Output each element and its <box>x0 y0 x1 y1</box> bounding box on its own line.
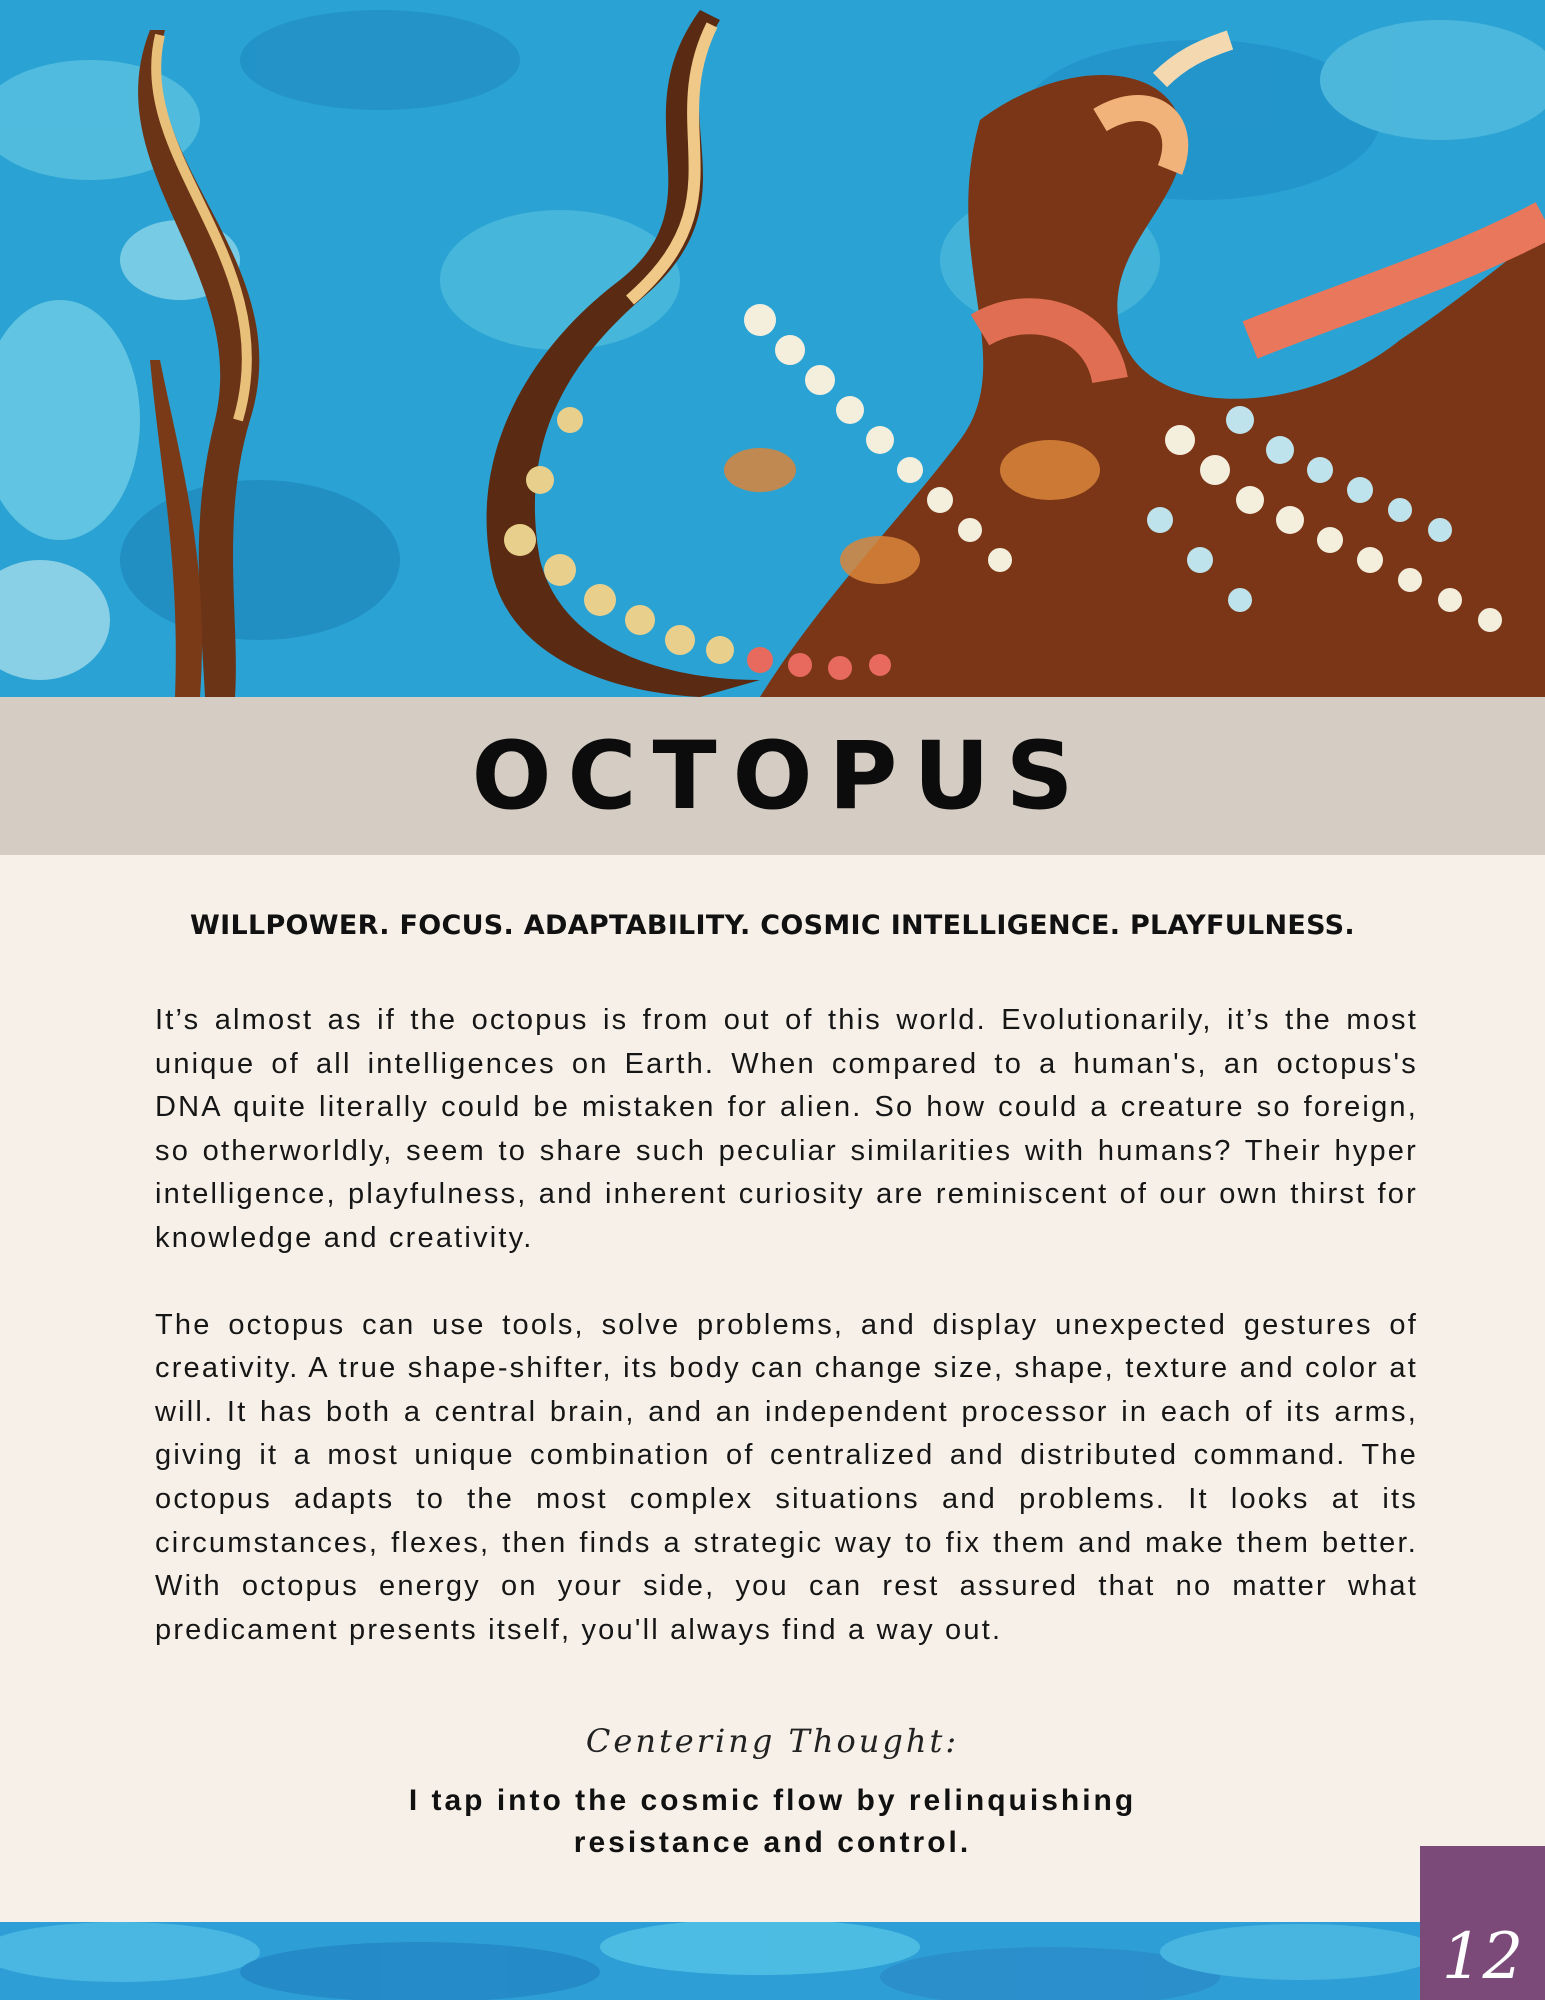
footer-water-painting <box>0 1922 1545 2000</box>
centering-thought-label: Centering Thought: <box>585 1722 960 1760</box>
title-band <box>0 697 1545 855</box>
centering-quote-line-1: I tap into the cosmic flow by relinquishing <box>408 1784 1137 1817</box>
keywords-subtitle: WILLPOWER. FOCUS. ADAPTABILITY. COSMIC INTELLIGENCE. PLAYFULNESS. <box>190 910 1355 941</box>
body-text <box>155 999 1418 1695</box>
paragraph-abilities: The octopus can use tools, solve problems, and display unexpected gestures of creativity. A true shape-shifter, its body can change size, shape, texture and color at will. It has both a central brain, and an independent processor in each of its arms, giving it a most unique combination of centralized and distributed command. The octopus adapts to the most complex situations and problems. It looks at its circumstances, flexes, then finds a strategic way to fix them and make them better. With octopus energy on your side, you can rest assured that no matter what predicament presents itself, you'll always find a way out. <box>155 1308 1418 1646</box>
paragraph-intro: It’s almost as if the octopus is from out of this world. Evolutionarily, it’s the most unique of all intelligences on Earth. When compared to a human's, an octopus's DNA quite literally could be mistaken for alien. So how could a creature so foreign, so otherworldly, seem to share such peculiar similarities with humans? Their hyper intelligence, playfulness, and inherent curiosity are reminiscent of our own thirst for knowledge and creativity. <box>155 1004 1418 1254</box>
page-title: OCTOPUS <box>471 721 1090 831</box>
hero-octopus-painting <box>0 0 1545 697</box>
page-number-badge <box>1420 1846 1545 2000</box>
centering-thought-quote <box>0 1780 1545 1864</box>
centering-quote-line-2: resistance and control. <box>573 1826 972 1859</box>
page-number: 12 <box>1441 1920 1524 1994</box>
